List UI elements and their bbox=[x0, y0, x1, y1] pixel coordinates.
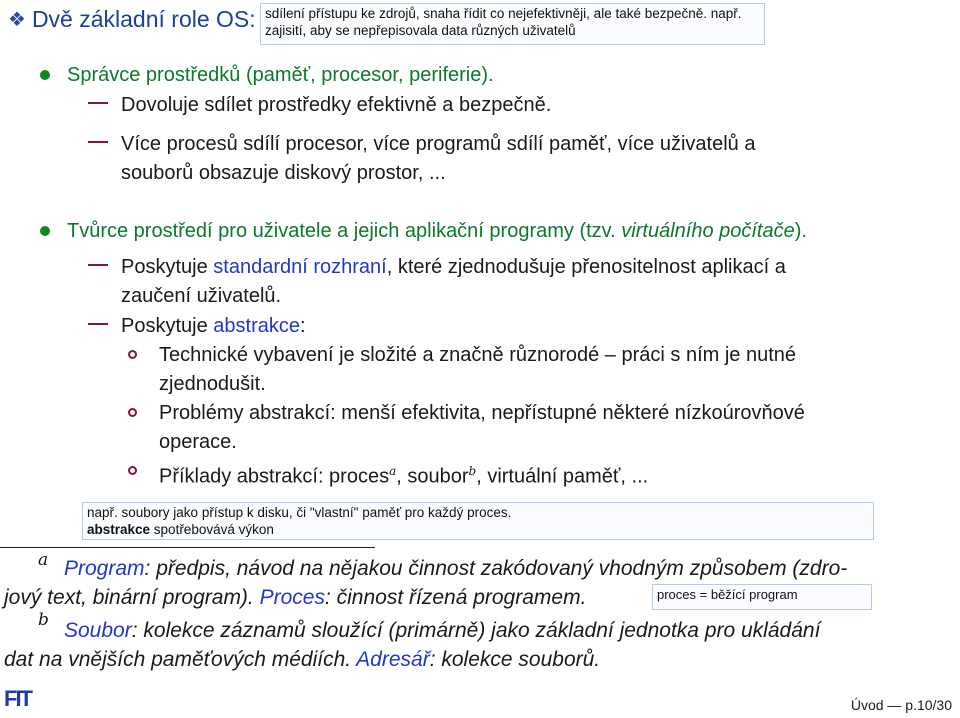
circle-bullet-icon bbox=[128, 466, 137, 475]
slide-title bbox=[8, 6, 256, 33]
annotation-note-middle bbox=[82, 502, 874, 540]
dash-bullet-icon bbox=[88, 323, 108, 325]
bullet-2-sub-1-line-2: zaučení uživatelů. bbox=[121, 285, 282, 307]
fit-logo: FIT bbox=[4, 686, 31, 711]
bullet-2-sub-2 bbox=[121, 313, 306, 339]
dash-bullet-icon bbox=[88, 264, 108, 266]
dash-bullet-icon bbox=[88, 141, 108, 143]
circle-item-1-line-1: Technické vybavení je složité a značně různorodé – práci s ním je nutné bbox=[159, 344, 797, 366]
title-text: Dvě základní role OS: bbox=[31, 6, 256, 32]
circle-item-2-line-1: Problémy abstrakcí: menší efektivita, nepřístupné některé nízkoúrovňové bbox=[159, 402, 805, 424]
note-mid-rest: spotřebovává výkon bbox=[150, 522, 274, 537]
bullet-2-text bbox=[67, 218, 807, 244]
bullet-1-text: Správce prostředků (paměť, procesor, periferie). bbox=[67, 64, 494, 86]
bullet-dot-icon bbox=[40, 70, 50, 80]
bullet-2-sub-1-line-1 bbox=[121, 254, 786, 280]
file-term: Soubor bbox=[64, 619, 132, 642]
circle-item-3 bbox=[159, 458, 648, 490]
directory-term: Adresář bbox=[356, 648, 430, 671]
examples-post: , virtuální paměť, ... bbox=[476, 465, 649, 488]
bullet-dot-icon bbox=[40, 226, 50, 236]
bullet-1-sub-2-line-1: Více procesů sdílí procesor, více programů sdílí paměť, více uživatelů a bbox=[121, 133, 756, 155]
note-mid-bold: abstrakce bbox=[87, 522, 151, 537]
footnote-a-text-2: jový text, binární program). bbox=[4, 586, 260, 609]
sub-1-post: , které zjednodušuje přenositelnost aplikací a bbox=[386, 256, 786, 278]
bullet-2-italic: virtuálního počítače bbox=[621, 220, 795, 242]
circle-item-2-line-2: operace. bbox=[159, 431, 237, 453]
sub-2-pre: Poskytuje bbox=[121, 315, 214, 337]
dash-bullet-icon bbox=[88, 102, 108, 104]
note-mid-line-2 bbox=[87, 521, 869, 538]
footnote-ref-b[interactable]: b bbox=[468, 464, 477, 478]
bullet-2-main: Tvůrce prostředí pro uživatele a jejich aplikační programy (tzv. bbox=[67, 220, 622, 242]
footnote-mark-a: a bbox=[38, 550, 49, 570]
footnote-a-text-3: : činnost řízená programem. bbox=[324, 586, 587, 609]
footnote-b-line-2 bbox=[4, 646, 600, 674]
standard-interface-term: standardní rozhraní bbox=[213, 256, 387, 278]
footnote-b-text-3: : kolekce souborů. bbox=[429, 648, 601, 671]
annotation-note-process: proces = běžící program bbox=[652, 584, 872, 610]
examples-pre: Příklady abstrakcí: proces bbox=[159, 465, 390, 488]
circle-bullet-icon bbox=[128, 350, 137, 359]
diamond-bullet-icon: ❖ bbox=[8, 9, 26, 31]
page-number: Úvod — p.10/30 bbox=[850, 697, 952, 713]
footnote-a-line-2 bbox=[4, 584, 586, 612]
footnote-b-text-2: dat na vnějších paměťových médiích. bbox=[4, 648, 357, 671]
bullet-1-sub-1: Dovoluje sdílet prostředky efektivně a bezpečně. bbox=[121, 94, 552, 116]
footnote-ref-a[interactable]: a bbox=[389, 464, 397, 478]
footnote-a-line-1 bbox=[64, 555, 847, 583]
examples-mid: , soubor bbox=[396, 465, 469, 488]
note-mid-line-1: např. soubory jako přístup k disku, či "vlastní" paměť pro každý proces. bbox=[87, 505, 512, 520]
footnote-b-line-1 bbox=[64, 617, 820, 645]
sub-1-pre: Poskytuje bbox=[121, 256, 214, 278]
bullet-2-end: ). bbox=[794, 220, 807, 242]
program-term: Program bbox=[64, 557, 145, 580]
annotation-note-top: sdílení přístupu ke zdrojů, snaha řídit co nejefektivněji, ale také bezpečně. např. zajisití, aby se nepřepisovala data různých uživatelů bbox=[260, 3, 765, 45]
circle-item-1-line-2: zjednodušit. bbox=[159, 373, 266, 395]
sub-2-post: : bbox=[299, 315, 306, 337]
circle-bullet-icon bbox=[128, 408, 137, 417]
bullet-1-sub-2-line-2: souborů obsazuje diskový prostor, ... bbox=[121, 162, 446, 184]
footnote-b-text-1: : kolekce záznamů sloužící (primárně) jako základní jednotka pro ukládání bbox=[131, 619, 821, 642]
footnote-a-text-1: : předpis, návod na nějakou činnost zakódovaný vhodným způsobem (zdro- bbox=[144, 557, 848, 580]
footnote-separator bbox=[0, 547, 375, 548]
footnote-mark-b: b bbox=[38, 610, 49, 630]
process-term: Proces bbox=[259, 586, 325, 609]
abstraction-term: abstrakce bbox=[213, 315, 300, 337]
